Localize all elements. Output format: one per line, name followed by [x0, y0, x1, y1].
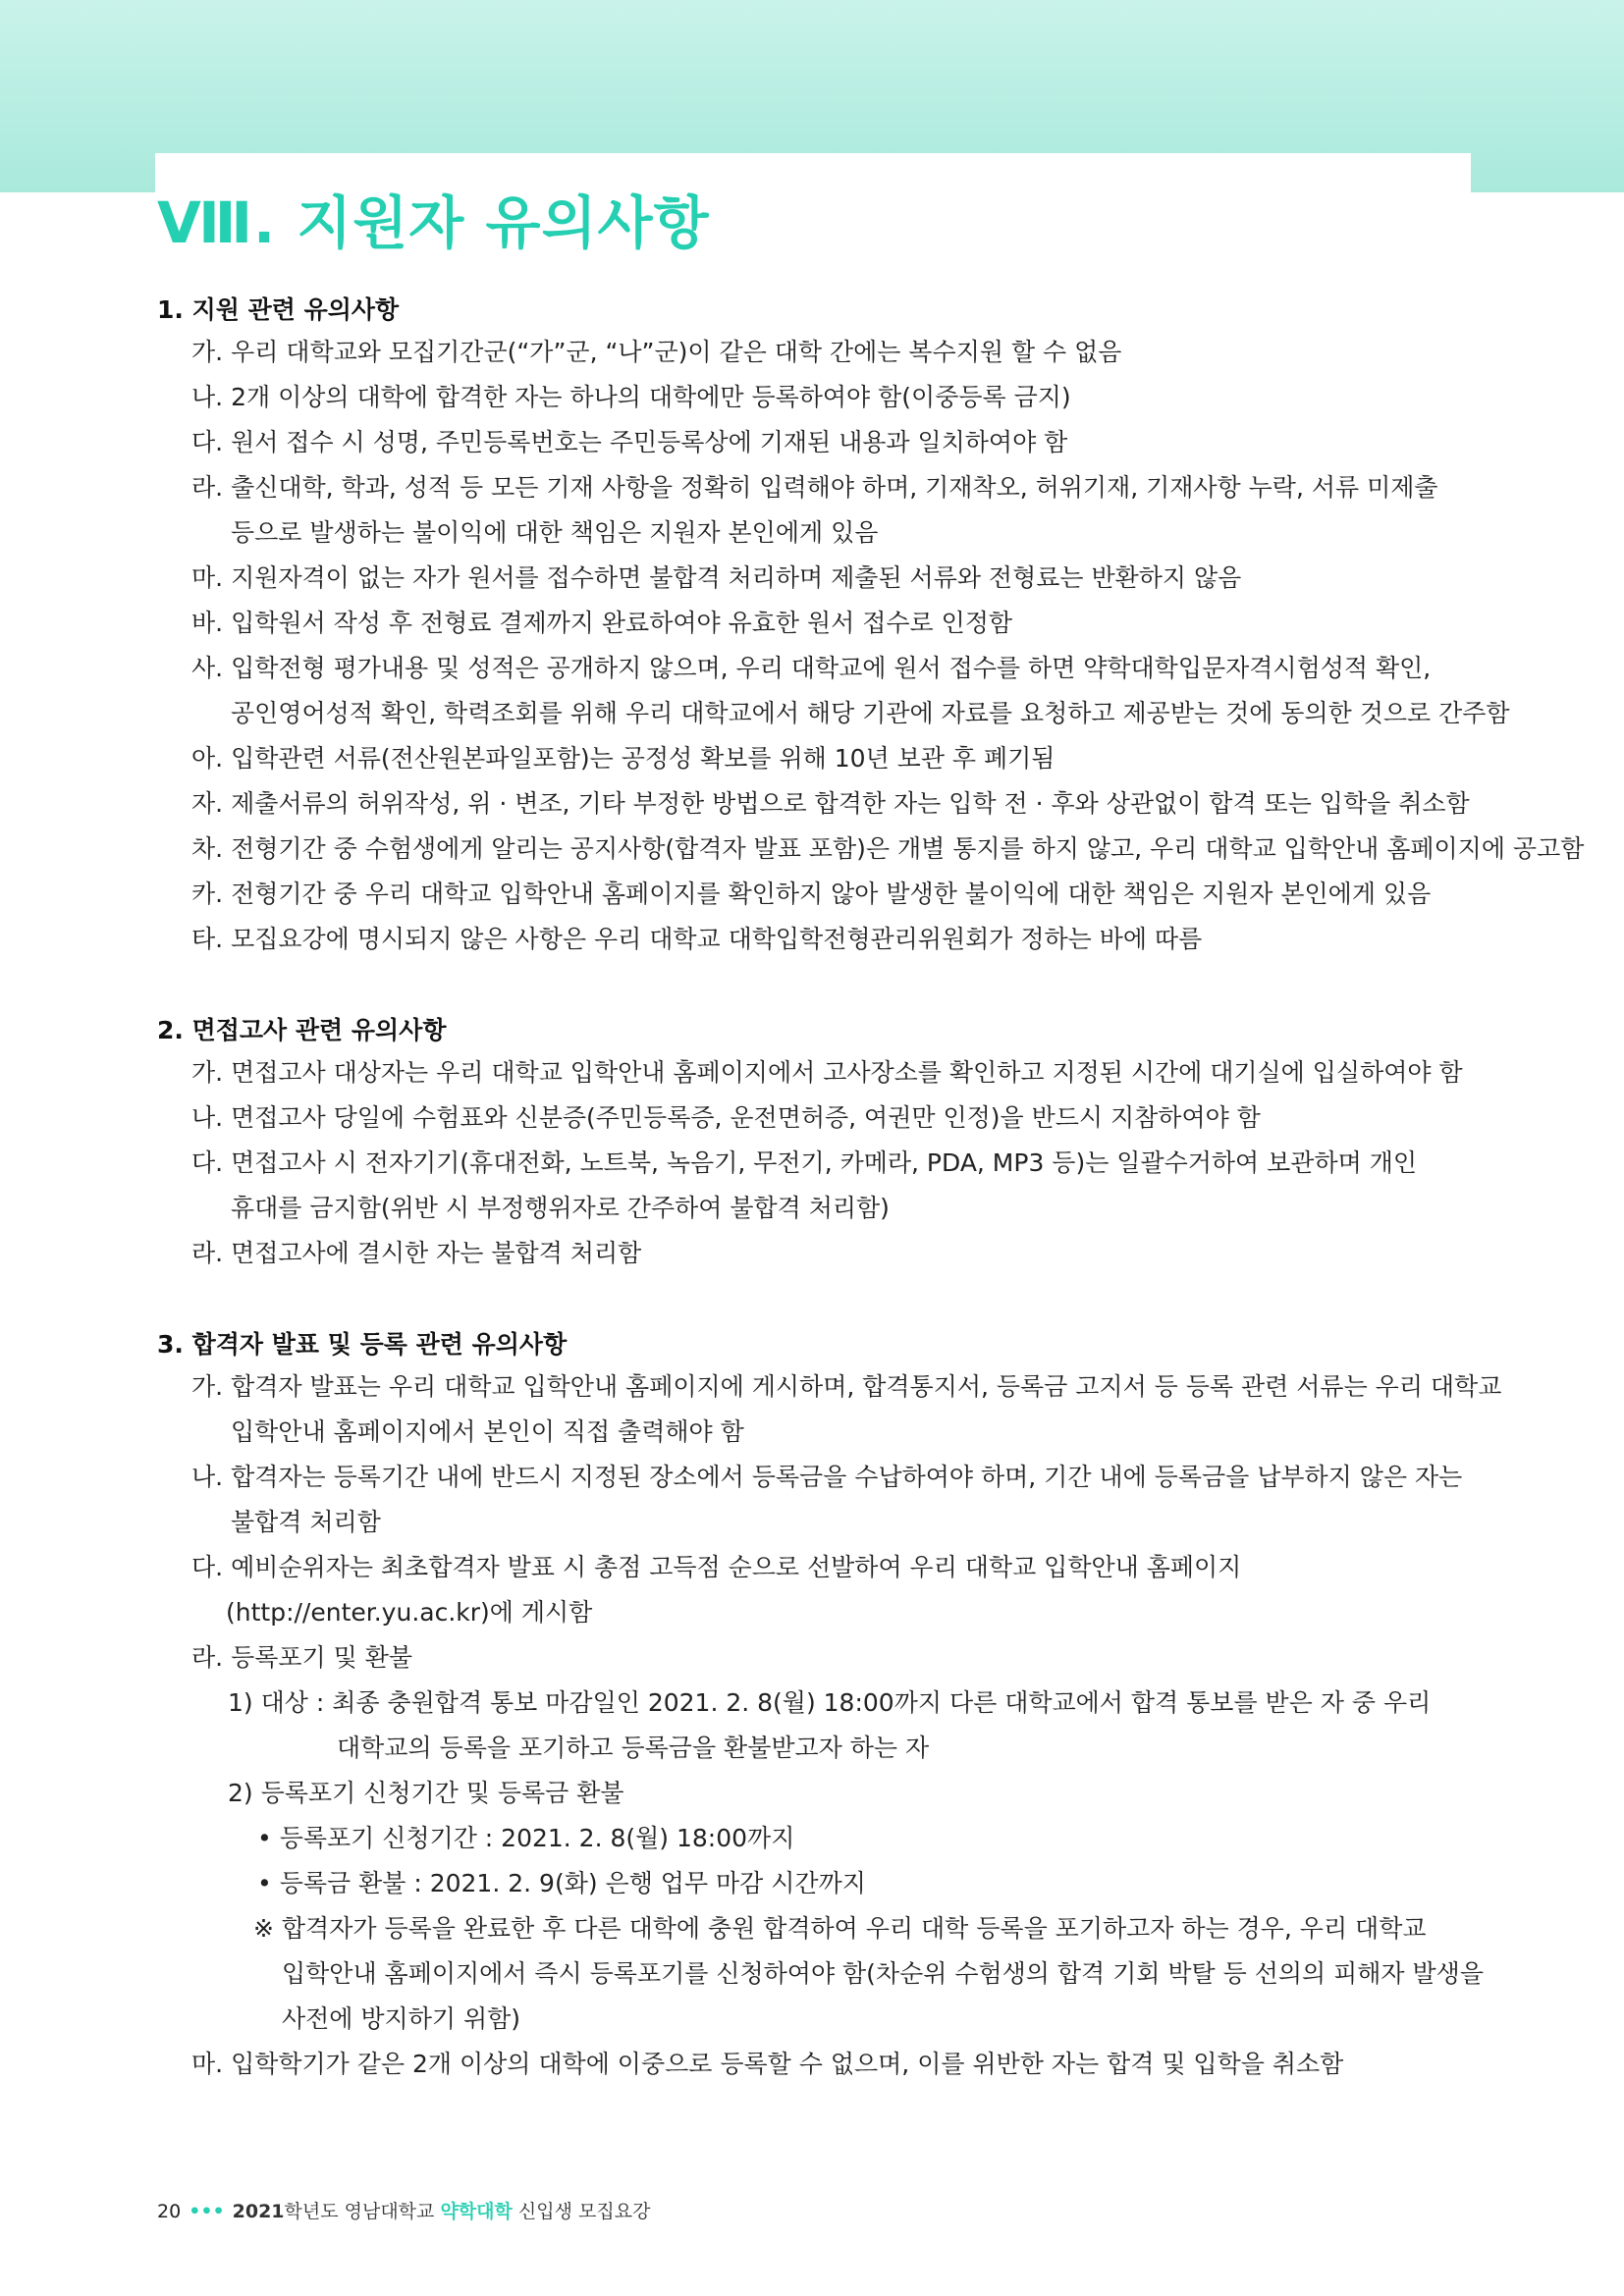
sub-item: 2) 등록포기 신청기간 및 등록금 환불	[228, 1779, 624, 1807]
page-footer	[157, 2197, 650, 2223]
list-item: 마. 지원자격이 없는 자가 원서를 접수하면 불합격 처리하며 제출된 서류와 전형료는 반환하지 않음	[191, 563, 1242, 592]
note-item: ※ 합격자가 등록을 완료한 후 다른 대학에 충원 합격하여 우리 대학 등록을 포기하고자 하는 경우, 우리 대학교	[253, 1914, 1427, 1943]
list-item: 바. 입학원서 작성 후 전형료 결제까지 완료하여야 유효한 원서 접수로 인정함	[191, 609, 1013, 637]
sub-item-continuation: 대학교의 등록을 포기하고 등록금을 환불받고자 하는 자	[337, 1734, 930, 1762]
list-item: 차. 전형기간 중 수험생에게 알리는 공지사항(합격자 발표 포함)은 개별 통지를 하지 않고, 우리 대학교 입학안내 홈페이지에 공고함	[191, 834, 1585, 863]
sub-item: 1) 대상 : 최종 충원합격 통보 마감일인 2021. 2. 8(월) 18:00까지 다른 대학교에서 합격 통보를 받은 자 중 우리	[228, 1688, 1432, 1717]
list-item: 아. 입학관련 서류(전산원본파일포함)는 공정성 확보를 위해 10년 보관 후 폐기됨	[191, 744, 1056, 773]
footer-dots: •••	[189, 2201, 225, 2222]
section-1-heading: 1. 지원 관련 유의사항	[157, 295, 400, 324]
footer-text-2: 신입생 모집요강	[517, 2201, 651, 2222]
list-item: 가. 우리 대학교와 모집기간군(“가”군, “나”군)이 같은 대학 간에는 복수지원 할 수 없음	[191, 338, 1122, 366]
footer-year: 2021	[232, 2201, 285, 2222]
page-title: Ⅷ. 지원자 유의사항	[157, 189, 710, 256]
footer-text: 학년도 영남대학교	[284, 2201, 435, 2222]
list-item: 나. 2개 이상의 대학에 합격한 자는 하나의 대학에만 등록하여야 함(이중등록 금지)	[191, 383, 1071, 411]
list-item-continuation: 휴대를 금지함(위반 시 부정행위자로 간주하여 불합격 처리함)	[231, 1194, 890, 1222]
footer-college: 약학대학	[440, 2201, 513, 2222]
list-item: 다. 원서 접수 시 성명, 주민등록번호는 주민등록상에 기재된 내용과 일치하여야 함	[191, 428, 1068, 456]
section-3-heading: 3. 합격자 발표 및 등록 관련 유의사항	[157, 1330, 568, 1359]
list-item-continuation: (http://enter.yu.ac.kr)에 게시함	[226, 1598, 593, 1627]
list-item: 타. 모집요강에 명시되지 않은 사항은 우리 대학교 대학입학전형관리위원회가 정하는 바에 따름	[191, 925, 1203, 953]
list-item: 카. 전형기간 중 우리 대학교 입학안내 홈페이지를 확인하지 않아 발생한 불이익에 대한 책임은 지원자 본인에게 있음	[191, 880, 1432, 908]
bullet-item: • 등록포기 신청기간 : 2021. 2. 8(월) 18:00까지	[257, 1824, 795, 1852]
section-2-heading: 2. 면접고사 관련 유의사항	[157, 1016, 447, 1044]
page-number: 20	[157, 2201, 182, 2222]
note-continuation: 입학안내 홈페이지에서 즉시 등록포기를 신청하여야 함(차순위 수험생의 합격 기회 박탈 등 선의의 피해자 발생을	[282, 1959, 1484, 1988]
list-item-continuation: 불합격 처리함	[231, 1508, 381, 1536]
list-item: 라. 출신대학, 학과, 성적 등 모든 기재 사항을 정확히 입력해야 하며, 기재착오, 허위기재, 기재사항 누락, 서류 미제출	[191, 473, 1438, 502]
list-item: 자. 제출서류의 허위작성, 위 · 변조, 기타 부정한 방법으로 합격한 자는 입학 전 · 후와 상관없이 합격 또는 입학을 취소함	[191, 789, 1470, 818]
list-item-continuation: 등으로 발생하는 불이익에 대한 책임은 지원자 본인에게 있음	[231, 518, 879, 547]
list-item: 나. 면접고사 당일에 수험표와 신분증(주민등록증, 운전면허증, 여권만 인정)을 반드시 지참하여야 함	[191, 1103, 1261, 1132]
note-continuation: 사전에 방지하기 위함)	[282, 2004, 520, 2033]
list-item: 라. 면접고사에 결시한 자는 불합격 처리함	[191, 1239, 642, 1267]
list-item: 나. 합격자는 등록기간 내에 반드시 지정된 장소에서 등록금을 수납하여야 하며, 기간 내에 등록금을 납부하지 않은 자는	[191, 1463, 1463, 1491]
list-item: 라. 등록포기 및 환불	[191, 1643, 413, 1672]
list-item: 다. 면접고사 시 전자기기(휴대전화, 노트북, 녹음기, 무전기, 카메라, PDA, MP3 등)는 일괄수거하여 보관하며 개인	[191, 1148, 1418, 1177]
bullet-item: • 등록금 환불 : 2021. 2. 9(화) 은행 업무 마감 시간까지	[257, 1869, 866, 1897]
list-item: 가. 합격자 발표는 우리 대학교 입학안내 홈페이지에 게시하며, 합격통지서, 등록금 고지서 등 등록 관련 서류는 우리 대학교	[191, 1372, 1502, 1401]
list-item: 가. 면접고사 대상자는 우리 대학교 입학안내 홈페이지에서 고사장소를 확인하고 지정된 시간에 대기실에 입실하여야 함	[191, 1058, 1463, 1087]
list-item-continuation: 공인영어성적 확인, 학력조회를 위해 우리 대학교에서 해당 기관에 자료를 요청하고 제공받는 것에 동의한 것으로 간주함	[231, 699, 1510, 727]
list-item-continuation: 입학안내 홈페이지에서 본인이 직접 출력해야 함	[231, 1417, 744, 1446]
list-item: 다. 예비순위자는 최초합격자 발표 시 총점 고득점 순으로 선발하여 우리 대학교 입학안내 홈페이지	[191, 1553, 1242, 1581]
list-item: 마. 입학학기가 같은 2개 이상의 대학에 이중으로 등록할 수 없으며, 이를 위반한 자는 합격 및 입학을 취소함	[191, 2050, 1344, 2078]
list-item: 사. 입학전형 평가내용 및 성적은 공개하지 않으며, 우리 대학교에 원서 접수를 하면 약학대학입문자격시험성적 확인,	[191, 654, 1432, 682]
